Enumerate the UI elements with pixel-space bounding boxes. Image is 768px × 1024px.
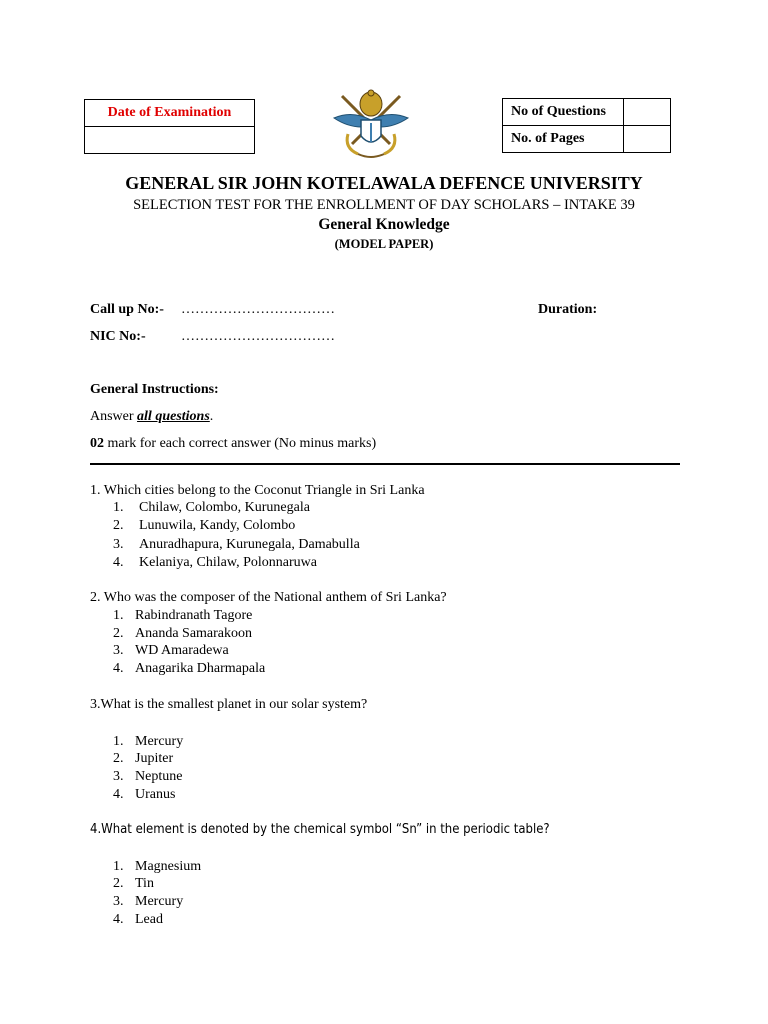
answer-suffix: . xyxy=(209,409,214,424)
section-divider xyxy=(90,463,680,465)
instruction-marks xyxy=(90,436,376,452)
question-3-text: 3.What is the smallest planet in our solar system? xyxy=(90,697,368,712)
instructions-heading: General Instructions: xyxy=(90,382,219,397)
instruction-answer xyxy=(90,409,213,425)
mark-text: mark for each correct answer (No minus marks) xyxy=(107,436,377,451)
question-4-text: 4.What element is denoted by the chemical symbol “Sn” in the periodic table? xyxy=(90,822,550,837)
no-of-pages-value xyxy=(624,126,671,153)
university-crest-icon xyxy=(330,88,412,164)
mark-number: 02 xyxy=(90,436,104,451)
date-of-examination-label: Date of Examination xyxy=(85,100,255,127)
no-of-questions-value xyxy=(624,99,671,126)
no-of-questions-label: No of Questions xyxy=(503,99,624,126)
duration-label: Duration: xyxy=(538,302,598,317)
nic-field: …………………………… xyxy=(181,329,335,344)
questions-pages-box xyxy=(502,98,671,153)
test-title: SELECTION TEST FOR THE ENROLLMENT OF DAY SCHOLARS – INTAKE 39 xyxy=(133,197,635,213)
question-1-text: 1. Which cities belong to the Coconut Triangle in Sri Lanka xyxy=(90,483,425,498)
callup-field: …………………………… xyxy=(181,302,335,317)
subject-title: General Knowledge xyxy=(318,216,450,233)
exam-date-box xyxy=(84,99,255,154)
university-title: GENERAL SIR JOHN KOTELAWALA DEFENCE UNIVERSITY xyxy=(125,173,643,193)
callup-label: Call up No:- xyxy=(90,302,164,317)
paper-type: (MODEL PAPER) xyxy=(334,237,434,251)
question-2-text: 2. Who was the composer of the National anthem of Sri Lanka? xyxy=(90,590,447,605)
answer-emphasis: all questions xyxy=(137,409,210,424)
nic-label: NIC No:- xyxy=(90,329,146,344)
no-of-pages-label: No. of Pages xyxy=(503,126,624,153)
answer-prefix: Answer xyxy=(90,409,134,424)
date-of-examination-value xyxy=(85,127,255,154)
